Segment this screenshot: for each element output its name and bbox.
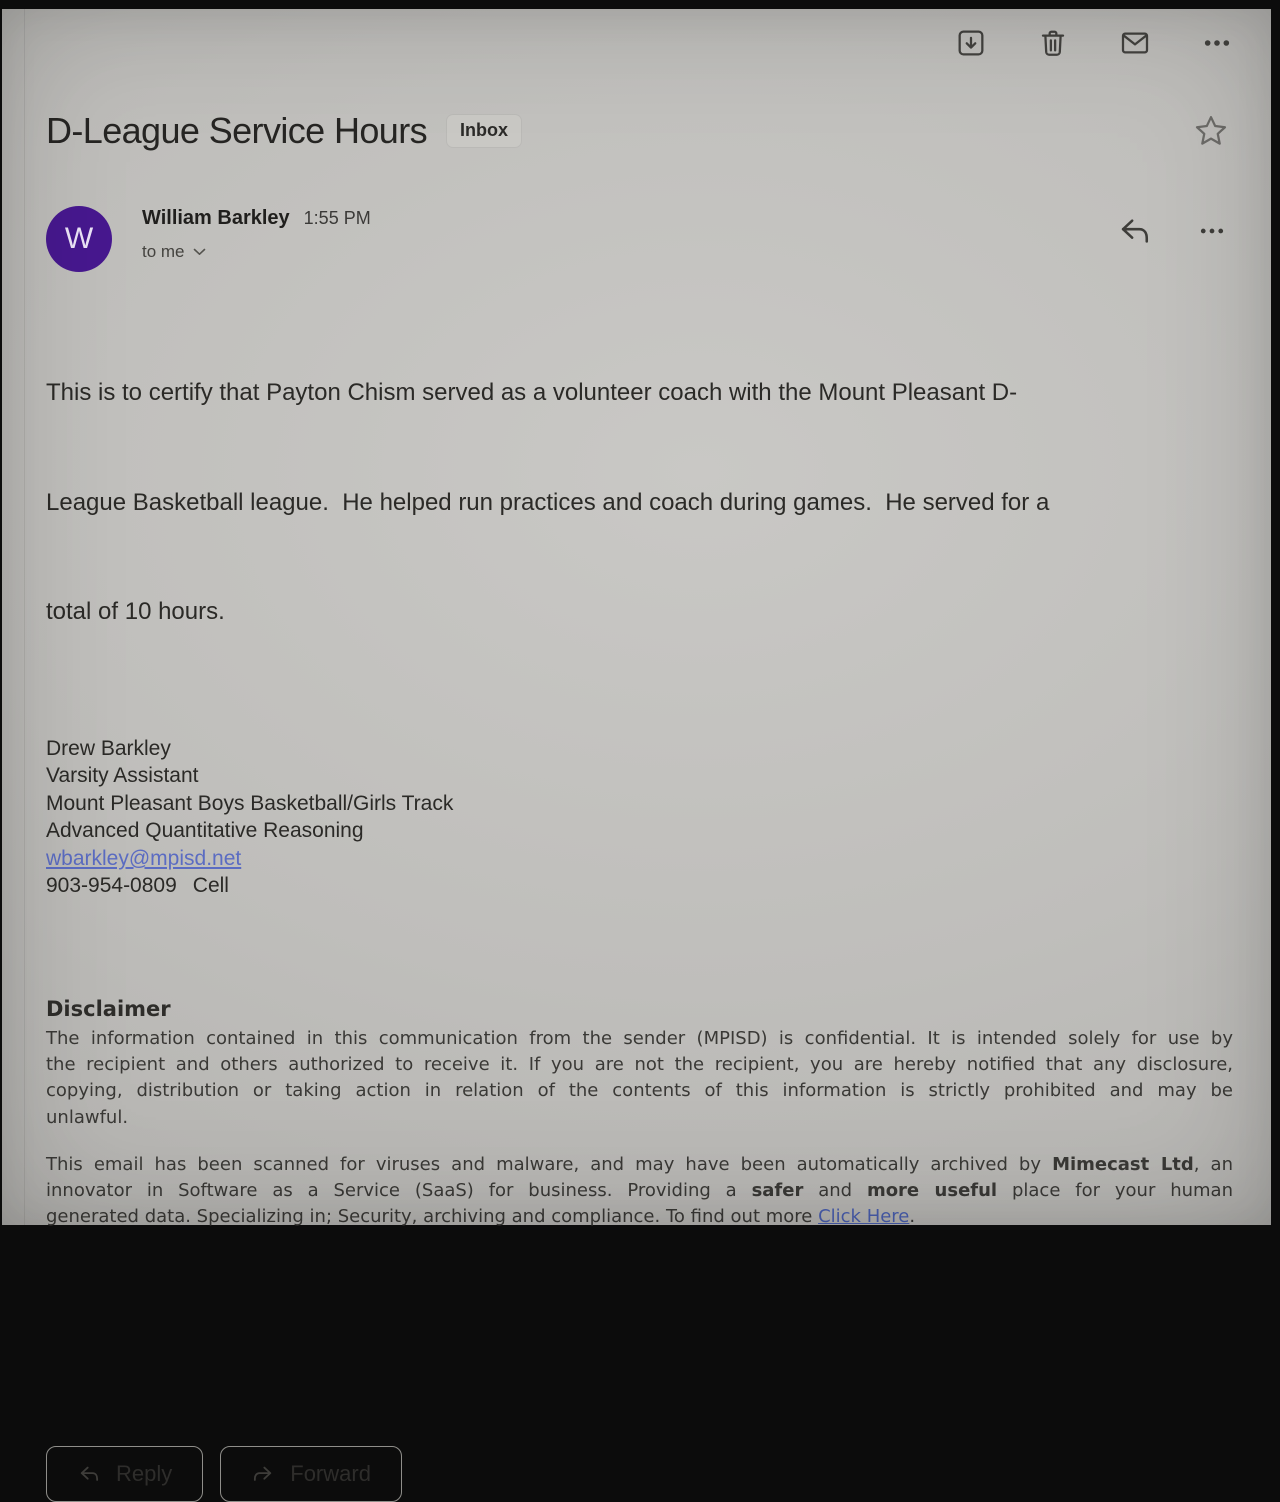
signature-email-link[interactable]: wbarkley@mpisd.net <box>46 846 242 870</box>
safer-bold-text: safer <box>751 1180 804 1202</box>
body-line: This is to certify that Payton Chism served as a volunteer coach with the Mount Pleasant D- <box>46 379 1018 406</box>
disclaimer-text: generated data. Specializing in; Security, archiving and compliance. To find out more <box>46 1206 819 1228</box>
bottom-actions <box>46 1446 1233 1502</box>
sender-actions <box>1117 206 1233 248</box>
disclaimer-text: and <box>803 1180 867 1202</box>
disclaimer-line <box>46 1152 1233 1178</box>
forward-arrow-icon <box>251 1462 275 1486</box>
signature-phone-label: Cell <box>192 874 229 898</box>
sender-row <box>46 206 1233 272</box>
body-line: League Basketball league. He helped run practices and coach during games. He served for a <box>46 488 1050 516</box>
disclaimer-line: the recipient and others authorized to receive it. If you are not the recipient, you are hereby notified that any disclosure, <box>46 1054 1233 1076</box>
recipient-dropdown[interactable] <box>142 242 371 262</box>
subject-title: D-League Service Hours <box>46 110 427 151</box>
disclaimer-text: This email has been scanned for viruses and malware, and may have been automatically archived by <box>46 1153 1053 1175</box>
more-useful-bold-text: more useful <box>866 1180 998 1202</box>
signature-org: Mount Pleasant Boys Basketball/Girls Track <box>46 791 454 815</box>
disclaimer-text: innovator in Software as a Service (SaaS) for business. Providing a <box>46 1180 752 1202</box>
more-icon[interactable] <box>1201 27 1233 59</box>
to-label: to me <box>142 242 185 261</box>
chevron-down-icon <box>193 248 206 256</box>
inbox-label-badge[interactable]: Inbox <box>447 115 521 147</box>
subject-header <box>46 106 1233 156</box>
disclaimer-text: . <box>909 1206 916 1228</box>
disclaimer-line: unlawful. <box>46 1106 129 1128</box>
sender-name: William Barkley <box>142 207 290 229</box>
disclaimer-line <box>46 1204 1233 1230</box>
disclaimer-heading: Disclaimer <box>46 997 171 1022</box>
email-view <box>2 9 1271 1487</box>
disclaimer-text: place for your human <box>997 1180 1233 1202</box>
signature-phone: 903-954-0809 <box>46 874 177 898</box>
body-line: total of 10 hours. <box>46 598 225 625</box>
disclaimer-paragraph-2 <box>46 1152 1233 1231</box>
disclaimer-line: copying, distribution or taking action in relation of the contents of this information is strictly prohibited and may be <box>46 1080 1233 1102</box>
avatar-letter: W <box>64 222 94 255</box>
message-body <box>46 302 1233 704</box>
disclaimer-line <box>46 1178 1233 1204</box>
disclaimer-paragraph-1 <box>46 1026 1233 1131</box>
message-more-icon[interactable] <box>1197 216 1227 246</box>
disclaimer-section <box>46 997 1233 1230</box>
click-here-link[interactable]: Click Here <box>818 1206 910 1228</box>
forward-button[interactable] <box>220 1446 402 1502</box>
sender-meta <box>142 206 371 262</box>
reply-button[interactable] <box>46 1446 203 1502</box>
disclaimer-line: The information contained in this communication from the sender (MPISD) is confidential. It is intended solely for use by <box>46 1028 1233 1050</box>
signature-title: Varsity Assistant <box>46 764 199 788</box>
disclaimer-text: , an <box>1193 1153 1233 1175</box>
signature-block <box>46 735 1233 901</box>
sent-time: 1:55 PM <box>303 208 371 228</box>
archive-icon[interactable] <box>955 27 987 59</box>
signature-course: Advanced Quantitative Reasoning <box>46 819 364 843</box>
message-toolbar <box>46 9 1233 60</box>
mimecast-bold-text: Mimecast Ltd <box>1052 1153 1194 1175</box>
reply-button-label: Reply <box>116 1461 173 1487</box>
avatar <box>46 206 112 272</box>
reply-arrow-icon <box>77 1462 101 1486</box>
star-icon[interactable] <box>1193 113 1229 149</box>
signature-name: Drew Barkley <box>46 736 171 760</box>
forward-button-label: Forward <box>290 1461 371 1487</box>
delete-icon[interactable] <box>1037 27 1069 59</box>
reply-icon[interactable] <box>1117 214 1151 248</box>
mark-unread-icon[interactable] <box>1119 27 1151 59</box>
